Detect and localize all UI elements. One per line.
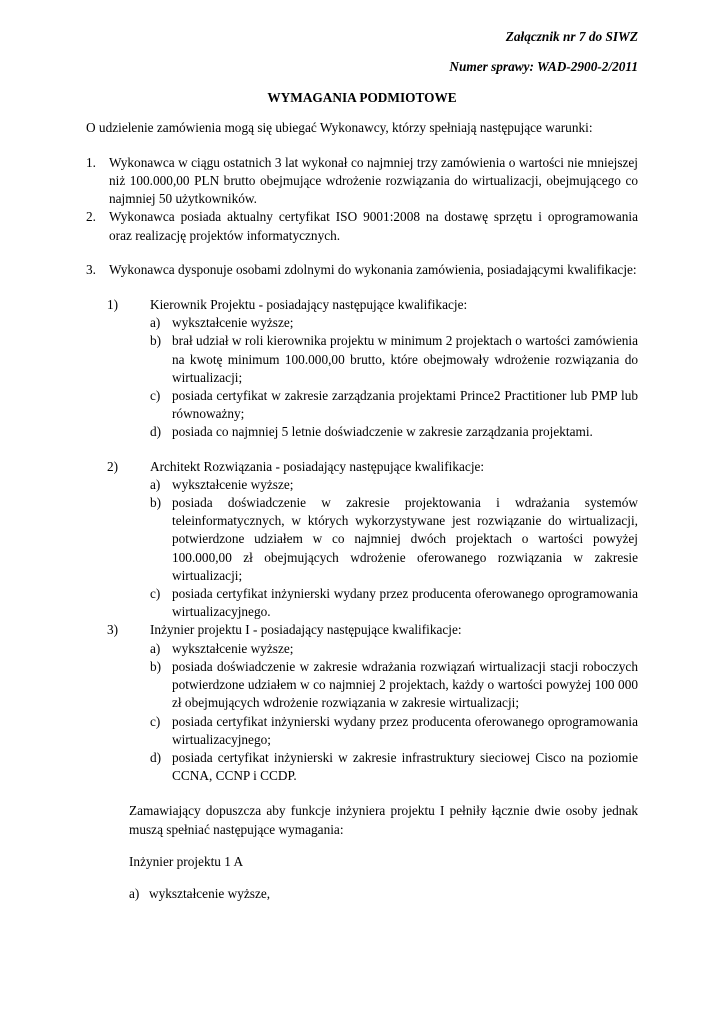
role-solution-architect bbox=[107, 458, 638, 476]
item-text: posiada doświadczenie w zakresie projektowania i wdrażania systemów teleinformatycznych, w których wykorzystywane jest rozwiązanie do wirtualizacji, potwierdzone udziałem w co najmniej dwóch projektach o wartości powyżej 100.000,00 zł obejmujących wdrożenie oferowanego rozwiązania w zakresie wirtualizacji; bbox=[172, 495, 638, 583]
engineer-1a-title: Inżynier projektu 1 A bbox=[129, 853, 244, 869]
role-2-item-c bbox=[150, 585, 638, 621]
item-marker: b) bbox=[150, 495, 162, 511]
item-marker: d) bbox=[150, 749, 162, 765]
item-text: posiada co najmniej 5 letnie doświadczenie w zakresie zarządzania projektami. bbox=[172, 424, 593, 440]
condition-text: Wykonawca posiada aktualny certyfikat ISO 9001:2008 na dostawę sprzętu i oprogramowania oraz realizację projektów informatycznych. bbox=[109, 209, 638, 243]
item-text: wykształcenie wyższe; bbox=[172, 315, 294, 331]
role-1-item-c bbox=[150, 387, 638, 423]
condition-marker: 2. bbox=[86, 209, 96, 225]
role-marker: 3) bbox=[107, 622, 119, 638]
item-text: wykształcenie wyższe, bbox=[149, 885, 271, 901]
role-1-item-b bbox=[150, 332, 638, 387]
role-3-item-a bbox=[150, 640, 638, 658]
item-text: posiada certyfikat inżynierski w zakresie infrastruktury sieciowej Cisco na poziomie CCNA, CCNP i CCDP. bbox=[172, 749, 638, 784]
item-text: brał udział w roli kierownika projektu w minimum 2 projektach o wartości zamówienia na kwotę minimum 100.000,00 brutto, które obejmowały wdrożenie rozwiązania do wirtualizacji; bbox=[172, 333, 638, 385]
item-marker: b) bbox=[150, 333, 162, 349]
role-title: Architekt Rozwiązania - posiadający następujące kwalifikacje: bbox=[150, 458, 485, 474]
intro-paragraph: O udzielenie zamówienia mogą się ubiegać Wykonawcy, którzy spełniają następujące warunki: bbox=[86, 119, 593, 135]
item-marker: d) bbox=[150, 424, 162, 440]
item-marker: a) bbox=[150, 640, 161, 656]
condition-3 bbox=[86, 261, 638, 279]
role-project-manager bbox=[107, 296, 638, 314]
role-2-item-a bbox=[150, 476, 638, 494]
role-title: Inżynier projektu I - posiadający następujące kwalifikacje: bbox=[150, 622, 462, 638]
condition-marker: 1. bbox=[86, 154, 96, 170]
role-project-engineer bbox=[107, 621, 638, 639]
condition-text: Wykonawca dysponuje osobami zdolnymi do wykonania zamówienia, posiadającymi kwalifikacje: bbox=[109, 261, 637, 277]
item-marker: a) bbox=[150, 315, 161, 331]
condition-text: Wykonawca w ciągu ostatnich 3 lat wykonał co najmniej trzy zamówienia o wartości nie mniejszej niż 100.000,00 PLN brutto obejmujące wdrożenie rozwiązania do wirtualizacji, obejmującego co najmniej 50 użytkowników. bbox=[109, 154, 638, 207]
item-marker: a) bbox=[129, 885, 140, 901]
item-text: posiada doświadczenie w zakresie wdrażania rozwiązań wirtualizacji stacji roboczych potwierdzone udziałem w co najmniej 2 projektach, każdy o wartości powyżej 100 000 zł obejmujących wdrożenie rozwiązania w zakresie wirtualizacji; bbox=[172, 658, 638, 711]
role-2-item-b bbox=[150, 494, 638, 585]
role-1-item-a bbox=[150, 314, 638, 332]
document-page bbox=[86, 28, 638, 903]
item-text: posiada certyfikat inżynierski wydany przez producenta oferowanego oprogramowania wirtualizacyjnego. bbox=[172, 586, 638, 620]
item-marker: c) bbox=[150, 586, 161, 602]
engineer-1a-item-a bbox=[129, 885, 638, 903]
role-3-item-d bbox=[150, 749, 638, 785]
item-text: posiada certyfikat w zakresie zarządzania projektami Prince2 Practitioner lub PMP lub równoważny; bbox=[172, 388, 638, 422]
role-marker: 2) bbox=[107, 458, 119, 474]
role-3-item-c bbox=[150, 713, 638, 749]
role-1-item-d bbox=[150, 423, 638, 441]
item-marker: a) bbox=[150, 476, 161, 492]
condition-1 bbox=[86, 154, 638, 209]
item-marker: b) bbox=[150, 658, 162, 674]
role-marker: 1) bbox=[107, 297, 119, 313]
engineer-split-note: Zamawiający dopuszcza aby funkcje inżyniera projektu I pełniły łącznie dwie osoby jednak muszą spełniać następujące wymagania: bbox=[129, 803, 638, 837]
role-3-item-b bbox=[150, 658, 638, 713]
item-text: posiada certyfikat inżynierski wydany przez producenta oferowanego oprogramowania wirtualizacyjnego; bbox=[172, 713, 638, 747]
condition-2 bbox=[86, 208, 638, 244]
condition-marker: 3. bbox=[86, 261, 96, 277]
case-number: Numer sprawy: WAD-2900-2/2011 bbox=[449, 59, 638, 75]
item-marker: c) bbox=[150, 388, 161, 404]
document-title: WYMAGANIA PODMIOTOWE bbox=[267, 90, 457, 106]
item-text: wykształcenie wyższe; bbox=[172, 476, 294, 492]
item-text: wykształcenie wyższe; bbox=[172, 640, 294, 656]
annex-label: Załącznik nr 7 do SIWZ bbox=[505, 29, 638, 44]
item-marker: c) bbox=[150, 713, 161, 729]
role-title: Kierownik Projektu - posiadający następujące kwalifikacje: bbox=[150, 297, 468, 313]
